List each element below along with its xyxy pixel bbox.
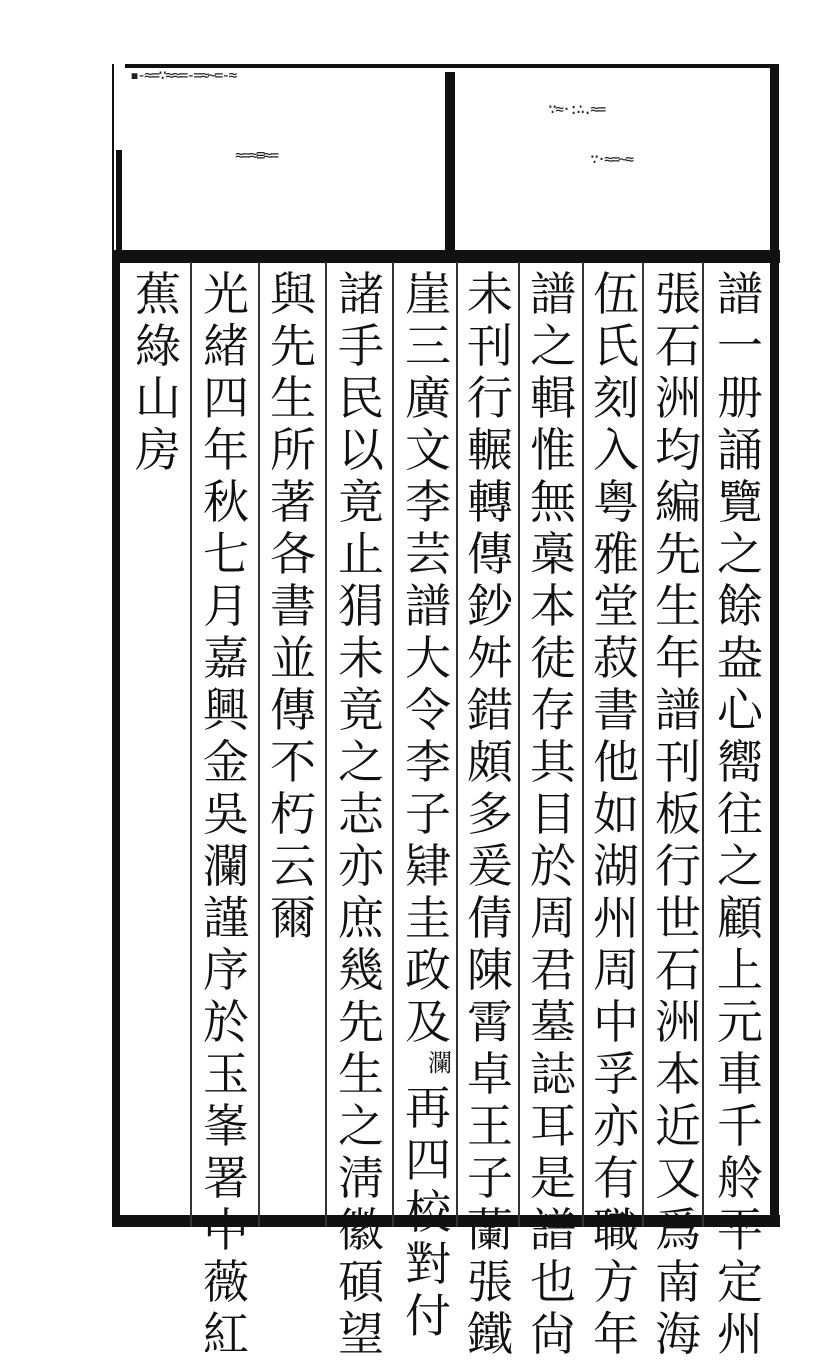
character: 又 (655, 1151, 701, 1205)
character: 止 (338, 527, 384, 581)
character: 手 (338, 319, 384, 373)
character: 元 (717, 995, 763, 1049)
character: 板 (655, 787, 701, 841)
character: 氏 (593, 319, 639, 373)
character: 墓 (530, 995, 576, 1049)
character: 大 (405, 631, 451, 685)
character: 四 (203, 371, 249, 425)
character: 一 (717, 319, 763, 373)
character: 伍 (593, 267, 639, 321)
character: 望 (338, 1307, 384, 1361)
character: 洲 (655, 371, 701, 425)
character: 菽 (593, 631, 639, 685)
character: 刊 (655, 735, 701, 789)
character: 圭 (405, 891, 451, 945)
character: 定 (717, 1255, 763, 1309)
character: 紅 (203, 1307, 249, 1361)
character: 本 (655, 1047, 701, 1101)
character: 竟 (338, 475, 384, 529)
character: 如 (593, 787, 639, 841)
character: 朽 (270, 787, 316, 841)
character: 月 (203, 579, 249, 633)
character: 幾 (338, 943, 384, 997)
character: 書 (593, 683, 639, 737)
character: 令 (405, 683, 451, 737)
character: 嘉 (203, 631, 249, 685)
character: 是 (530, 1151, 576, 1205)
character: 譜 (405, 579, 451, 633)
character: 他 (593, 735, 639, 789)
text-column-7 (333, 268, 389, 1360)
character: 轉 (467, 475, 513, 529)
character: 以 (338, 423, 384, 477)
character: 册 (717, 371, 763, 425)
character: 碩 (338, 1255, 384, 1309)
character: 誦 (717, 423, 763, 477)
character: 州 (593, 891, 639, 945)
character: 也 (530, 1255, 576, 1309)
character: 耳 (530, 1099, 576, 1153)
character: 平 (717, 1203, 763, 1257)
character: 先 (655, 527, 701, 581)
text-column-9 (198, 268, 254, 1360)
character: 顧 (717, 891, 763, 945)
character: 所 (270, 423, 316, 477)
character: 志 (338, 787, 384, 841)
right-border (770, 64, 779, 1227)
character: 之 (717, 839, 763, 893)
character: 其 (530, 735, 576, 789)
character: 云 (270, 839, 316, 893)
character: 綠 (135, 319, 181, 373)
character: 石 (655, 319, 701, 373)
column-rule (392, 262, 394, 1227)
character: 惟 (530, 423, 576, 477)
character: 張 (467, 1255, 513, 1309)
column-rule (258, 262, 260, 1227)
character: 先 (338, 995, 384, 1049)
character: 與 (270, 267, 316, 321)
character: 序 (203, 943, 249, 997)
column-rule (190, 262, 192, 1227)
character: 生 (655, 579, 701, 633)
character: 謹 (203, 891, 249, 945)
character: 爾 (270, 891, 316, 945)
character: 目 (530, 787, 576, 841)
text-column-1 (712, 268, 768, 1360)
character: 徽 (338, 1203, 384, 1257)
character: 政 (405, 943, 451, 997)
character: 卓 (467, 1047, 513, 1101)
page-head-smudge-center: ≈=≈≡≈= (235, 146, 278, 164)
character: 年 (593, 1307, 639, 1361)
character: 覽 (717, 475, 763, 529)
left-ear-rule (112, 64, 114, 264)
character: 錯 (467, 683, 513, 737)
character: 盎 (717, 631, 763, 685)
character: 秋 (203, 475, 249, 529)
character: 倩 (467, 891, 513, 945)
character: 吳 (203, 787, 249, 841)
character: 輯 (530, 371, 576, 425)
text-column-2 (650, 268, 706, 1360)
character: 海 (655, 1307, 701, 1361)
character: 舲 (717, 1151, 763, 1205)
character: 君 (530, 943, 576, 997)
column-rule (518, 262, 520, 1227)
character: 未 (338, 631, 384, 685)
character: 輾 (467, 423, 513, 477)
character: 校 (405, 1185, 451, 1239)
character: 南 (655, 1255, 701, 1309)
character: 編 (655, 475, 701, 529)
character: 年 (203, 423, 249, 477)
character: 中 (593, 995, 639, 1049)
character: 興 (203, 683, 249, 737)
character: 傳 (270, 683, 316, 737)
character: 堂 (593, 579, 639, 633)
character: 譜 (717, 267, 763, 321)
column-rule (456, 262, 458, 1227)
character: 霄 (467, 995, 513, 1049)
character: 三 (405, 319, 451, 373)
text-column-3 (588, 268, 644, 1360)
character: 心 (717, 683, 763, 737)
character: 再 (405, 1081, 451, 1135)
page-head-smudge-right2: ∵·≈=~≈ (590, 150, 633, 168)
character: 張 (655, 267, 701, 321)
character: 上 (717, 943, 763, 997)
text-column-8 (265, 268, 321, 944)
character: 署 (203, 1151, 249, 1205)
character: 本 (530, 579, 576, 633)
character: 洲 (655, 995, 701, 1049)
center-fold-line (445, 72, 455, 262)
character: 李 (405, 475, 451, 529)
character: 陳 (467, 943, 513, 997)
character: 誌 (530, 1047, 576, 1101)
character: 之 (530, 319, 576, 373)
character: 雅 (593, 527, 639, 581)
character: 七 (203, 527, 249, 581)
character: 緒 (203, 319, 249, 373)
character: 山 (135, 371, 181, 425)
character: 均 (655, 423, 701, 477)
character: 行 (467, 371, 513, 425)
character: 傳 (467, 527, 513, 581)
character: 崖 (405, 267, 451, 321)
character: 庶 (338, 891, 384, 945)
character: 芸 (405, 527, 451, 581)
character: 狷 (338, 579, 384, 633)
character: 中 (203, 1203, 249, 1257)
character: 周 (593, 943, 639, 997)
character: 槀 (530, 527, 576, 581)
character: 譜 (655, 683, 701, 737)
character: 之 (338, 735, 384, 789)
character: 書 (270, 579, 316, 633)
character: 徒 (530, 631, 576, 685)
character: 瀾 (203, 839, 249, 893)
character: 鐵 (467, 1307, 513, 1361)
character: 之 (338, 1099, 384, 1153)
character: 譜 (530, 267, 576, 321)
character: 付 (405, 1289, 451, 1343)
character: 光 (203, 267, 249, 321)
character: 房 (135, 423, 181, 477)
character: 著 (270, 475, 316, 529)
character: 於 (530, 839, 576, 893)
character: 竟 (338, 683, 384, 737)
character: 石 (655, 943, 701, 997)
character: 生 (270, 371, 316, 425)
character: 瀾 (428, 1049, 452, 1077)
character: 不 (270, 735, 316, 789)
character: 世 (655, 891, 701, 945)
character: 州 (717, 1307, 763, 1361)
character: 各 (270, 527, 316, 581)
character: 周 (530, 891, 576, 945)
character: 對 (405, 1237, 451, 1291)
character: 刻 (593, 371, 639, 425)
text-column-5 (462, 268, 518, 1360)
column-rule (325, 262, 327, 1227)
character: 廣 (405, 371, 451, 425)
character: 王 (467, 1099, 513, 1153)
character: 存 (530, 683, 576, 737)
character: 未 (467, 267, 513, 321)
character: 肄 (405, 839, 451, 893)
character: 年 (655, 631, 701, 685)
left-border (112, 255, 120, 1227)
character: 嚮 (717, 735, 763, 789)
character: 文 (405, 423, 451, 477)
character: 並 (270, 631, 316, 685)
character: 子 (405, 787, 451, 841)
character: 峯 (203, 1099, 249, 1153)
character: 刊 (467, 319, 513, 373)
character: 於 (203, 995, 249, 1049)
character: 職 (593, 1203, 639, 1257)
character: 多 (467, 787, 513, 841)
text-column-10 (130, 268, 186, 476)
character: 諸 (338, 267, 384, 321)
character: 千 (717, 1099, 763, 1153)
text-column-6 (400, 268, 456, 1342)
character: 舛 (467, 631, 513, 685)
character: 無 (530, 475, 576, 529)
character: 鈔 (467, 579, 513, 633)
character: 生 (338, 1047, 384, 1101)
character: 頗 (467, 735, 513, 789)
character: 淸 (338, 1151, 384, 1205)
character: 玉 (203, 1047, 249, 1101)
character: 餘 (717, 579, 763, 633)
page-head-smudge-right: ∵≈·:∴.≈= (548, 100, 605, 118)
text-column-4 (525, 268, 581, 1360)
character: 孚 (593, 1047, 639, 1101)
character: 車 (717, 1047, 763, 1101)
character: 子 (467, 1151, 513, 1205)
character: 之 (717, 527, 763, 581)
character: 入 (593, 423, 639, 477)
character: 粤 (593, 475, 639, 529)
character: 尙 (530, 1307, 576, 1361)
character: 方 (593, 1255, 639, 1309)
left-edge-mark (116, 150, 122, 260)
character: 民 (338, 371, 384, 425)
character: 近 (655, 1099, 701, 1153)
character: 亦 (338, 839, 384, 893)
character: 往 (717, 787, 763, 841)
character: 蕉 (135, 267, 181, 321)
page-head-smudge-left: ▪-≈=∵≈≈=-=≈~=-≈ (130, 66, 236, 84)
character: 行 (655, 839, 701, 893)
character: 爲 (655, 1203, 701, 1257)
character: 有 (593, 1151, 639, 1205)
character: 先 (270, 319, 316, 373)
column-rule (582, 262, 584, 1227)
character: 譜 (530, 1203, 576, 1257)
character: 亦 (593, 1099, 639, 1153)
character: 金 (203, 735, 249, 789)
character: 蘭 (467, 1203, 513, 1257)
character: 及 (405, 995, 451, 1049)
character: 爰 (467, 839, 513, 893)
character: 湖 (593, 839, 639, 893)
character: 四 (405, 1133, 451, 1187)
character: 李 (405, 735, 451, 789)
character: 薇 (203, 1255, 249, 1309)
